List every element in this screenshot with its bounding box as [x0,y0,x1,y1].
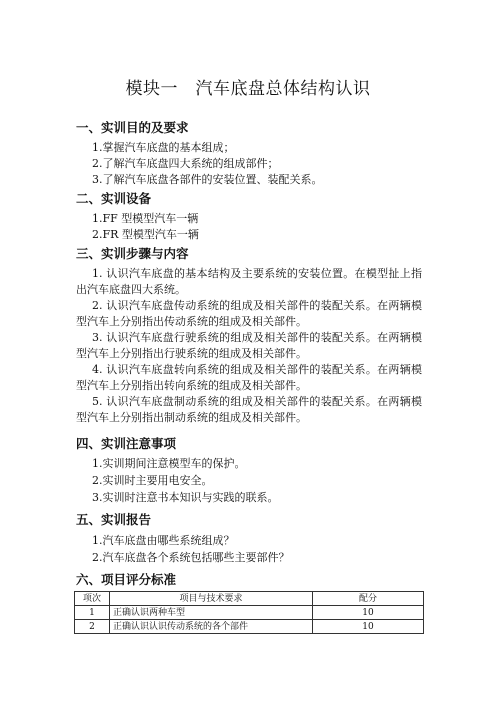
table-header-cell: 项次 [75,592,110,606]
list-item: 1.汽车底盘由哪些系统组成？ [92,534,235,547]
list-item: 2.汽车底盘各个系统包括哪些主要部件？ [92,551,290,564]
table-header-cell: 项目与技术要求 [110,592,313,606]
list-item: 1.FF 型模型汽车一辆 [92,212,199,225]
table-header-cell: 配分 [313,592,424,606]
table-row [75,606,424,620]
step-paragraph: 1. 认识汽车底盘的基本结构及主要系统的安装位置。在模型扯上指出汽车底盘四大系统。 [76,267,422,296]
list-item: 2.实训时主要用电安全。 [92,474,213,487]
table-cell: 1 [75,606,110,620]
table-row [75,620,424,634]
list-item: 1.实训期间注意模型车的保护。 [92,457,246,470]
scoring-table [74,591,424,634]
list-item: 2.FR 型模型汽车一辆 [92,228,199,241]
table-cell: 10 [313,620,424,634]
table-cell: 正确认识认识传动系统的各个部件 [110,620,313,634]
section-heading-scoring: 六、项目评分标准 [76,572,177,587]
step-paragraph: 5. 认识汽车底盘制动系统的组成及相关部件的装配关系。在两辆模型汽车上分别指出制动系统的组成及相关部件。 [76,395,422,424]
section-heading-precautions: 四、实训注意事项 [76,436,177,451]
section-heading-equipment: 二、实训设备 [76,191,152,206]
step-paragraph: 4. 认识汽车底盘转向系统的组成及相关部件的装配关系。在两辆模型汽车上分别指出转向系统的组成及相关部件。 [76,363,422,392]
step-paragraph: 2. 认识汽车底盘传动系统的组成及相关部件的装配关系。在两辆模型汽车上分别指出传动系统的组成及相关部件。 [76,299,422,328]
table-cell: 2 [75,620,110,634]
table-header-row [75,592,424,606]
list-item: 2.了解汽车底盘四大系统的组成部件； [92,157,279,170]
list-item: 3.实训时注意书本知识与实践的联系。 [92,491,279,504]
table-cell: 10 [313,606,424,620]
list-item: 1.掌握汽车底盘的基本组成； [92,141,235,154]
page-title: 模块一 汽车底盘总体结构认识 [125,79,371,99]
list-item: 3.了解汽车底盘各部件的安装位置、装配关系。 [92,173,323,186]
section-heading-objectives: 一、实训目的及要求 [76,120,189,135]
step-paragraph: 3. 认识汽车底盘行驶系统的组成及相关部件的装配关系。在两辆模型汽车上分别指出行驶系统的组成及相关部件。 [76,331,422,360]
table-cell: 正确认识两种车型 [110,606,313,620]
section-heading-steps: 三、实训步骤与内容 [76,246,189,261]
section-heading-report: 五、实训报告 [76,512,152,527]
